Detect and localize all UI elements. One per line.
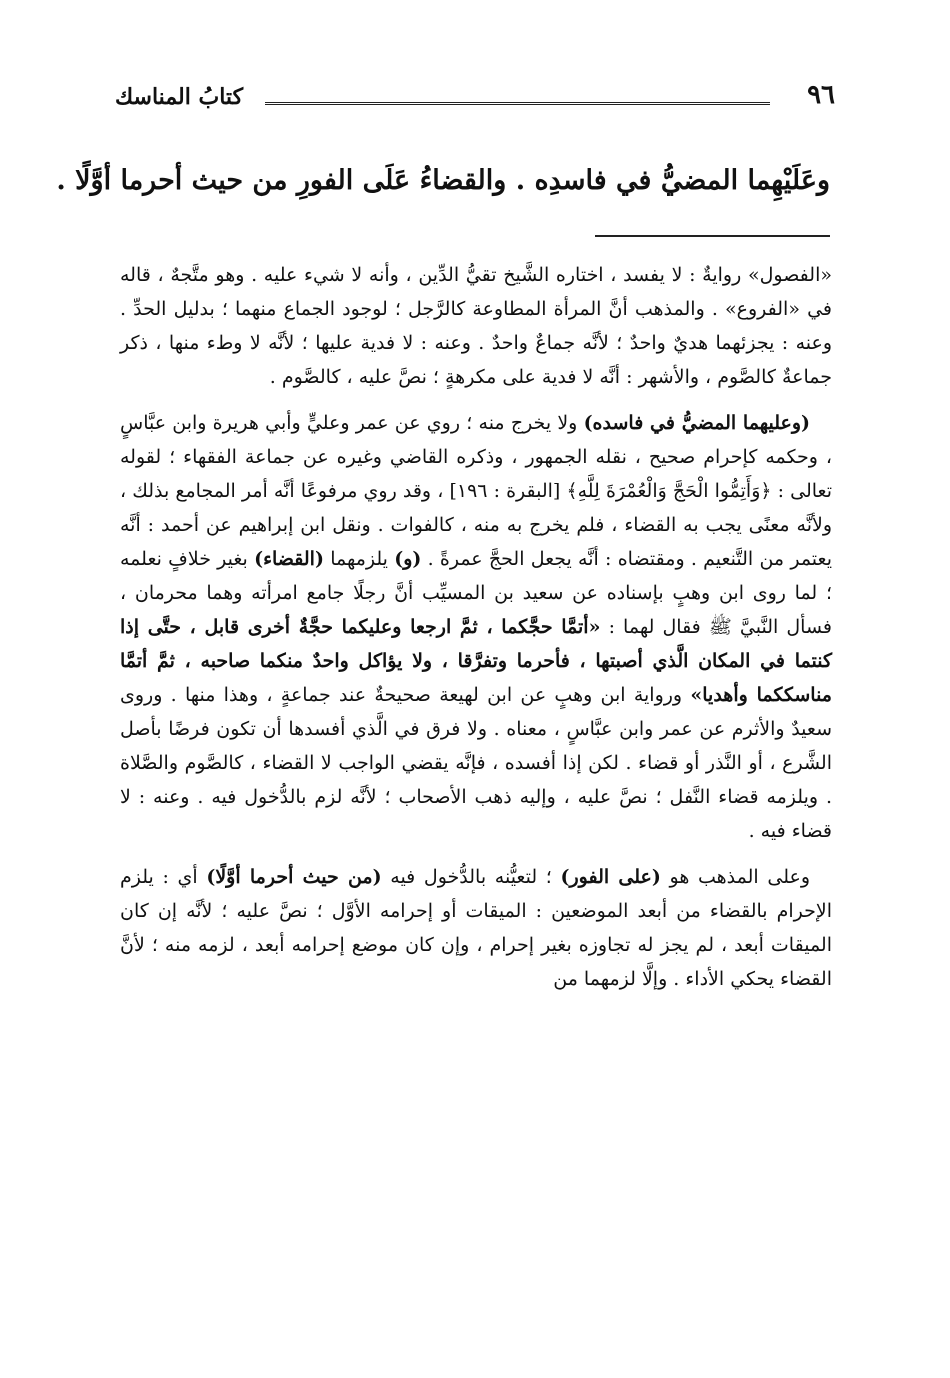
page-header (115, 80, 835, 120)
matn-separator (595, 235, 830, 237)
quoted-matn: (و) (394, 548, 422, 570)
commentary-paragraph-1: «الفصول» روايةٌ : لا يفسد ، اختاره الشَّيخ تقيُّ الدِّين ، وأنه لا شيء عليه . وهو متَّجهٌ ، قاله في «الفروع» . والمذهب أنَّ المرأة المطاوعة كالرَّجل ؛ لوجود الجماع منهما ؛ بدليل الحدِّ . وعنه : يجزئهما هديٌ واحدٌ ؛ لأنَّه جماعٌ واحدٌ . وعنه : لا فدية عليها ؛ لأنَّه لا وطء منها ، ذكر جماعةٌ كالصَّوم ، والأشهر : أنَّه لا فدية على مكرهةٍ ؛ نصَّ عليه ، كالصَّوم . (120, 264, 832, 388)
commentary-text: بغير خلافٍ نعلمه ؛ لما روى ابن وهبٍ بإسناده عن سعيد بن المسيِّب أنَّ رجلًا جامع امرأته وهما محرمان ، فسأل النَّبيَّ ﷺ فقال لهما : (120, 548, 832, 638)
commentary-text: يلزمهما (323, 548, 395, 570)
commentary-body (120, 258, 832, 1008)
header-rule (265, 102, 770, 108)
quoted-matn: (القضاء) (254, 548, 324, 570)
commentary-text: ورواية ابن وهبٍ عن ابن لهيعة صحيحةٌ عند جماعةٍ ، وهذا منها . وروى سعيدٌ والأثرم عن عمر وابن عبَّاسٍ ، معناه . ولا فرق في الَّذي أفسدها أن تكون فرضًا بأصل الشَّرع ، أو النَّذر أو قضاء . لكن إذا أفسده ، فإنَّه يقضي الواجب لا القضاء ، كالصَّوم والصَّلاة . ويلزمه قضاء النَّفل ؛ نصَّ عليه ، وإليه ذهب الأصحاب ؛ لأنَّه لزم بالدُّخول فيه . وعنه : لا قضاء فيه . (120, 684, 832, 842)
commentary-text: أي : يلزم الإحرام بالقضاء من أبعد الموضعين : الميقات أو إحرامه الأوَّل ؛ نصَّ عليه ؛ لأنَّه إن كان الميقات أبعد ، لم يجز له تجاوزه بغير إحرام ، وإن كان موضع إحرامه أبعد ، لزمه منه ؛ لأنَّ القضاء يحكي الأداء . وإلَّا لزمهما من (120, 866, 832, 990)
hadith-text: «أتمَّا حجَّكما ، ثمَّ ارجعا وعليكما حجَّةٌ أخرى قابل ، حتَّى إذا كنتما في المكان الَّذي أصبتها ، فأحرما وتفرَّقا ، ولا يؤاكل واحدٌ منكما صاحبه ، ثمَّ أتمَّا مناسككما وأهديا» (120, 616, 832, 706)
commentary-text: ولا يخرج منه ؛ روي عن عمر وعليٍّ وأبي هريرة وابن عبَّاسٍ ، وحكمه كإحرام صحيح ، نقله الجمهور ، وذكره القاضي وغيره عن جماعة الفقهاء ؛ لقوله تعالى : ﴿وَأَتِمُّوا الْحَجَّ وَالْعُمْرَةَ لِلَّهِ﴾ [البقرة : ١٩٦] ، وقد روي مرفوعًا أنَّه أمر المجامع بذلك ، ولأنَّه معنًى يجب به القضاء ، فلم يخرج به منه ، كالفوات . ونقل ابن إبراهيم عن أحمد : أنَّه يعتمر من التَّنعيم . ومقتضاه : أنَّه يجعل الحجَّ عمرةً . (120, 412, 833, 570)
commentary-text: ؛ لتعيُّنه بالدُّخول فيه (381, 866, 561, 888)
running-title: كتابُ المناسك (115, 84, 244, 110)
quoted-matn: (وعليهما المضيُّ في فاسده) (583, 412, 810, 434)
commentary-paragraph-3 (120, 860, 832, 996)
page-number: ٩٦ (807, 80, 835, 110)
matn-text: وعَلَيْهِما المضيُّ في فاسدِه . والقضاءُ عَلَى الفورِ من حيث أحرما أوَّلًا . (56, 165, 830, 196)
quoted-matn: (على الفور) (560, 866, 661, 888)
commentary-text: وعلى المذهب هو (660, 866, 810, 888)
quoted-matn: (من حيث أحرما أوَّلًا) (206, 866, 382, 888)
commentary-paragraph-2 (120, 406, 832, 848)
